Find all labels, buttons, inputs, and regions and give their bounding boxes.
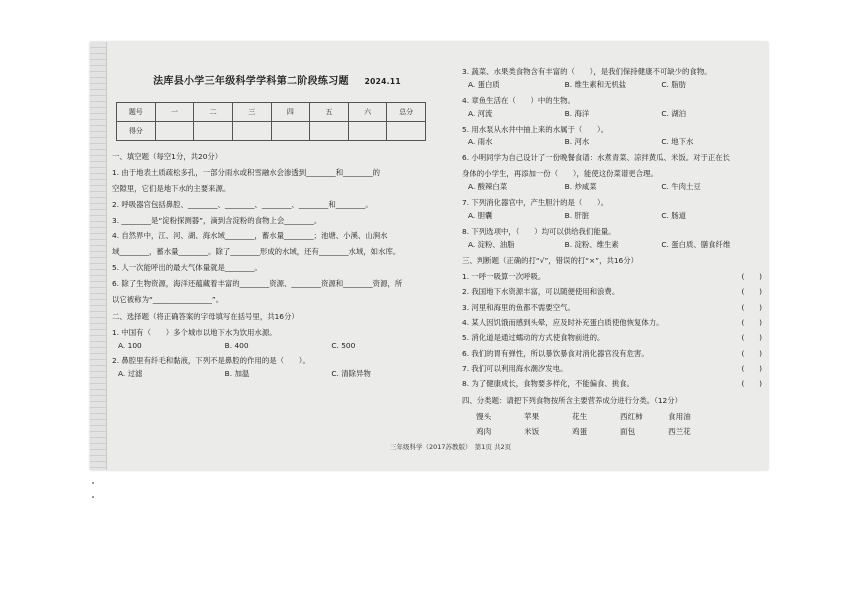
score-table: [116, 102, 426, 141]
answer-paren[interactable]: ( ): [741, 333, 762, 343]
choice-q5: 5. 用水泵从水井中抽上来的水属于（ ）。: [462, 124, 609, 134]
option-a: A. 酸辣白菜: [468, 182, 508, 191]
judge-item: [462, 319, 762, 328]
choice-q5-options: [462, 138, 762, 147]
exam-sheet: [90, 42, 768, 470]
option-b: B. 400: [224, 340, 249, 350]
option-b: B. 加温: [224, 369, 250, 379]
option-a: A. 河流: [468, 108, 493, 118]
fill-q5: 5. 人一次能呼出的最大气体量就是________。: [112, 263, 262, 273]
option-c: C. 蛋白质、膳食纤维: [661, 239, 731, 249]
choice-q4-options: [462, 110, 762, 119]
left-column: [112, 76, 442, 379]
food-item: 鸡蛋: [572, 427, 588, 437]
judge-item: [462, 288, 762, 297]
option-b: B. 淀粉、维生素: [564, 239, 619, 249]
judge-text: 5. 消化道是通过蠕动的方式使食物前进的。: [462, 333, 605, 343]
option-c: C. 牛肉土豆: [661, 182, 701, 191]
page-footer: 三年级科学（2017苏教版） 第1页 共2页: [390, 443, 512, 451]
choice-q6-options: [462, 183, 762, 192]
judge-text: 2. 我国地下水资源丰富，可以随便使用和浪费。: [462, 287, 620, 297]
food-item: 鸡肉: [476, 427, 492, 437]
fill-q6-line1: 6. 除了生物资源，海洋还蕴藏着丰富的________资源、________资源和________资源，所: [112, 279, 403, 288]
option-a: A. 胆囊: [468, 210, 493, 220]
option-c: C. 脂肪: [661, 79, 686, 89]
judge-item: [462, 334, 762, 343]
judge-item: [462, 350, 762, 359]
score-cell: 一: [155, 103, 194, 122]
fill-q1-line1: 1. 由于地表土质疏松多孔，一部分雨水或积雪融水会渗透到________和________的: [112, 167, 381, 177]
section1-heading: 一、填空题（每空1分，共20分）: [112, 152, 223, 161]
option-a: A. 100: [118, 340, 142, 350]
option-b: B. 炒咸菜: [564, 182, 597, 191]
score-blank[interactable]: [310, 122, 349, 141]
option-c: C. 清除异物: [331, 369, 371, 379]
fill-q1-line2: 空隙里，它们是地下水的主要来源。: [112, 183, 231, 193]
choice-q2-options: [112, 370, 442, 379]
option-a: A. 过滤: [118, 369, 143, 379]
score-cell: 题号: [117, 103, 156, 122]
score-blank[interactable]: [194, 122, 233, 141]
food-item: 食用油: [668, 412, 691, 422]
choice-q1-options: [112, 342, 442, 351]
choice-q7: 7. 下列消化器官中，产生胆汁的是（ ）。: [462, 197, 609, 207]
answer-paren[interactable]: ( ): [741, 364, 762, 373]
exam-title: [112, 76, 442, 88]
choice-q7-options: [462, 212, 762, 221]
score-cell: 六: [348, 103, 387, 122]
option-b: B. 海洋: [564, 108, 590, 118]
fill-q3: 3. ________是“淀粉探测器”，滴到含淀粉的食物上会________。: [112, 215, 322, 225]
judge-item: [462, 365, 762, 374]
stray-dot: [92, 496, 94, 498]
score-cell: 三: [232, 103, 271, 122]
choice-q3: 3. 蔬菜、水果类食物含有丰富的（ ），是我们保持健康不可缺少的食物。: [462, 67, 712, 76]
option-c: C. 地下水: [661, 137, 694, 147]
food-item: 面包: [620, 427, 636, 437]
stray-dot: [92, 482, 94, 484]
answer-paren[interactable]: ( ): [741, 287, 762, 297]
food-item: 馒头: [476, 412, 492, 422]
option-b: B. 维生素和无机盐: [564, 79, 627, 89]
score-cell: 二: [194, 103, 233, 122]
option-a: A. 淀粉、油脂: [468, 239, 515, 249]
choice-q3-options: [462, 81, 762, 90]
judge-item: [462, 380, 762, 389]
choice-q6-line2: 身体的小学生，再添加一份（ ），能使这份菜谱更合理。: [462, 169, 658, 179]
score-cell: 总分: [387, 103, 426, 122]
judge-text: 6. 我们的胃有弹性，所以暴饮暴食对消化器官没有危害。: [462, 348, 649, 358]
choice-q2: 2. 鼻腔里有纤毛和黏液，下列不是鼻腔的作用的是（ ）。: [112, 356, 310, 366]
score-blank[interactable]: [155, 122, 194, 141]
choice-q6-line1: 6. 小明同学为自己设计了一份晚餐食谱：水煮青菜、凉拌黄瓜、米饭。对于正在长: [462, 153, 731, 163]
food-item: 苹果: [524, 412, 540, 422]
choice-q8: 8. 下列选项中，（ ）均可以供给我们能量。: [462, 226, 616, 236]
right-column: [462, 68, 762, 436]
score-value-row: [117, 122, 426, 141]
answer-paren[interactable]: ( ): [741, 379, 762, 389]
score-blank[interactable]: [387, 122, 426, 141]
fill-q2: 2. 呼吸器官包括鼻腔、________、________、________、________和________。: [112, 199, 373, 209]
judge-text: 1. 一呼一吸算一次呼吸。: [462, 271, 546, 281]
option-b: B. 河水: [564, 137, 590, 147]
option-c: C. 肠道: [661, 210, 686, 220]
score-blank[interactable]: [348, 122, 387, 141]
option-a: A. 蛋白质: [468, 79, 500, 89]
choice-q1: 1. 中国有（ ）多个城市以地下水为饮用水源。: [112, 327, 277, 337]
answer-paren[interactable]: ( ): [741, 271, 762, 281]
section4-heading: 四、分类题：请把下列食物按所含主要营养成分进行分类。（12分）: [462, 396, 683, 406]
option-a: A. 雨水: [468, 137, 493, 147]
score-cell: 五: [310, 103, 349, 122]
judge-item: [462, 304, 762, 313]
score-cell: 得分: [117, 122, 156, 141]
option-c: C. 500: [331, 340, 356, 350]
score-blank[interactable]: [232, 122, 271, 141]
score-header-row: [117, 103, 426, 122]
judge-text: 4. 某人因饥饿而感到头晕，应及时补充蛋白质使他恢复体力。: [462, 317, 664, 327]
judge-text: 7. 我们可以利用海水潮汐发电。: [462, 364, 568, 373]
title-date: 2024.11: [364, 77, 401, 86]
option-b: B. 肝脏: [564, 210, 590, 220]
fill-q6-line2: 以它被称为“________________”。: [112, 294, 224, 304]
food-item: 西红柿: [620, 412, 643, 422]
score-blank[interactable]: [271, 122, 310, 141]
fill-q4-line2: 域________，蓄水量________。除了________形成的水域，还有________水域，如水库。: [112, 247, 401, 257]
answer-paren[interactable]: ( ): [741, 317, 762, 327]
choice-q8-options: [462, 241, 762, 250]
answer-paren[interactable]: ( ): [741, 348, 762, 358]
food-item: 西兰花: [668, 427, 691, 437]
binding-margin: [90, 42, 107, 470]
score-cell: 四: [271, 103, 310, 122]
section2-heading: 二、选择题（将正确答案的字母填写在括号里，共16分）: [112, 311, 299, 321]
section3-heading: 三、判断题（正确的打“√”，错误的打“×”，共16分）: [462, 256, 639, 266]
food-grid: [462, 412, 762, 436]
choice-q4: 4. 章鱼生活在（ ）中的生物。: [462, 95, 575, 105]
food-item: 花生: [572, 412, 588, 422]
judge-item: [462, 273, 762, 282]
judge-text: 8. 为了健康成长，食物要多样化，不能偏食、挑食。: [462, 379, 634, 389]
option-c: C. 湖泊: [661, 108, 686, 118]
title-text: 法库县小学三年级科学学科第二阶段练习题: [153, 76, 349, 87]
answer-paren[interactable]: ( ): [741, 302, 762, 312]
judge-text: 3. 河里和海里的鱼都不需要空气。: [462, 302, 575, 312]
fill-q4-line1: 4. 自然界中，江、河、湖、海水域________，蓄水量________；池塘、小溪、山涧水: [112, 231, 388, 241]
food-item: 米饭: [524, 427, 540, 437]
